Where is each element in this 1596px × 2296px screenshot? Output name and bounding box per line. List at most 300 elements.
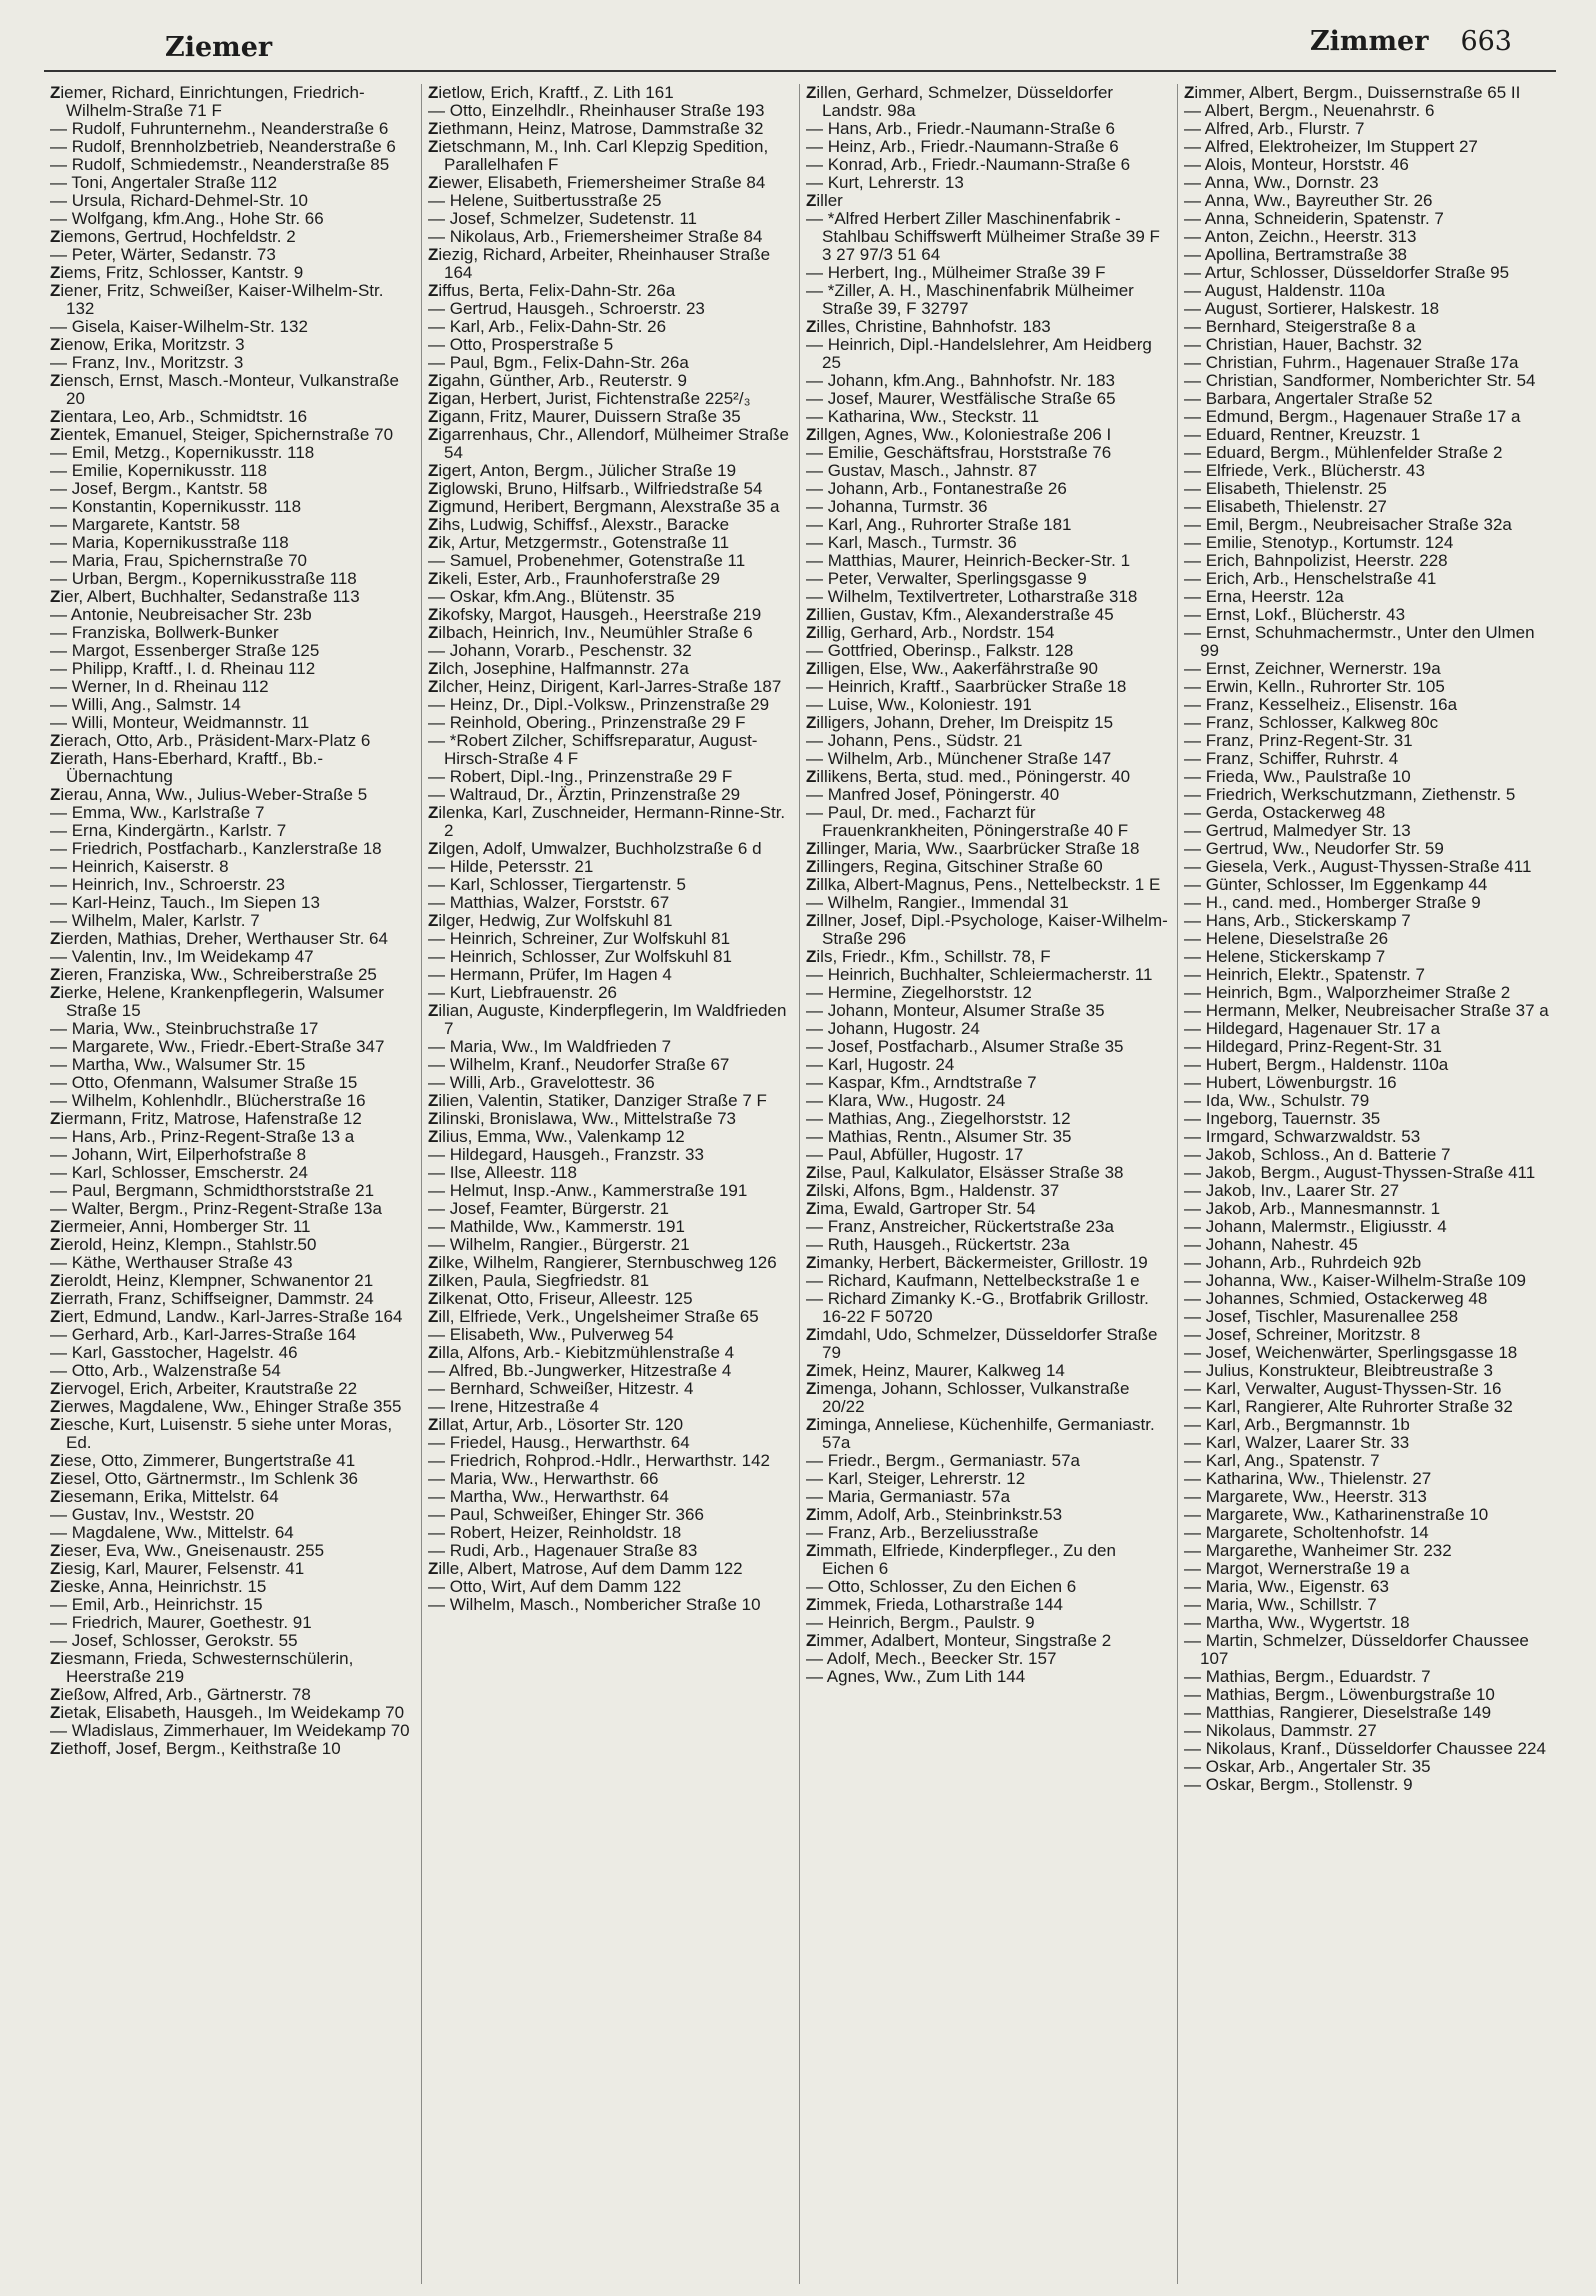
directory-entry: Zierden, Mathias, Dreher, Werthauser Str. 64 bbox=[50, 929, 388, 948]
directory-entry: — Otto, Schlosser, Zu den Eichen 6 bbox=[806, 1577, 1077, 1596]
directory-entry: — Otto, Prosperstraße 5 bbox=[428, 335, 614, 354]
directory-entry: — Margarete, Kantstr. 58 bbox=[50, 515, 240, 534]
directory-entry: Zima, Ewald, Gartroper Str. 54 bbox=[806, 1199, 1036, 1218]
directory-entry: — Willi, Arb., Gravelottestr. 36 bbox=[428, 1073, 655, 1092]
directory-entry: — Gustav, Masch., Jahnstr. 87 bbox=[806, 461, 1038, 480]
directory-entry: — Gerda, Ostackerweg 48 bbox=[1184, 803, 1386, 822]
directory-entry: — Artur, Schlosser, Düsseldorfer Straße 95 bbox=[1184, 263, 1510, 282]
directory-entry: — Margarethe, Wanheimer Str. 232 bbox=[1184, 1541, 1452, 1560]
directory-entry: Ziller bbox=[806, 191, 843, 210]
directory-entry: — Karl, Arb., Felix-Dahn-Str. 26 bbox=[428, 317, 667, 336]
directory-entry: — Josef, Maurer, Westfälische Straße 65 bbox=[806, 389, 1116, 408]
directory-entry: — Konrad, Arb., Friedr.-Naumann-Straße 6 bbox=[806, 155, 1131, 174]
directory-entry: — Ingeborg, Tauernstr. 35 bbox=[1184, 1109, 1381, 1128]
directory-entry: — Reinhold, Obering., Prinzenstraße 29 F bbox=[428, 713, 746, 732]
directory-entry: Ziensch, Ernst, Masch.-Monteur, Vulkanstraße 20 bbox=[50, 371, 399, 408]
directory-entry: — Helene, Stickerskamp 7 bbox=[1184, 947, 1386, 966]
directory-entry: — Oskar, Bergm., Stollenstr. 9 bbox=[1184, 1775, 1413, 1794]
directory-entry: — Franz, Arb., Berzeliusstraße bbox=[806, 1523, 1039, 1542]
directory-entry: — Erwin, Kelln., Ruhrorter Str. 105 bbox=[1184, 677, 1445, 696]
directory-entry: — Erich, Bahnpolizist, Heerstr. 228 bbox=[1184, 551, 1448, 570]
directory-entry: Zigarrenhaus, Chr., Allendorf, Mülheimer Straße 54 bbox=[428, 425, 789, 462]
directory-entry: — Emil, Bergm., Neubreisacher Straße 32a bbox=[1184, 515, 1512, 534]
directory-entry: — Peter, Verwalter, Sperlingsgasse 9 bbox=[806, 569, 1087, 588]
directory-entry: — Willi, Ang., Salmstr. 14 bbox=[50, 695, 241, 714]
directory-entry: — Hans, Arb., Friedr.-Naumann-Straße 6 bbox=[806, 119, 1115, 138]
directory-entry: — Paul, Bergmann, Schmidthorststraße 21 bbox=[50, 1181, 375, 1200]
directory-entry: — Heinrich, Bergm., Paulstr. 9 bbox=[806, 1613, 1035, 1632]
directory-entry: — Hildegard, Hausgeh., Franzstr. 33 bbox=[428, 1145, 704, 1164]
directory-entry: — Mathilde, Ww., Kammerstr. 191 bbox=[428, 1217, 685, 1236]
directory-entry: — Franz, Schlosser, Kalkweg 80c bbox=[1184, 713, 1439, 732]
directory-entry: Zilles, Christine, Bahnhofstr. 183 bbox=[806, 317, 1051, 336]
directory-entry: — Josef, Schmelzer, Sudetenstr. 11 bbox=[428, 209, 697, 228]
directory-entry: — Christian, Hauer, Bachstr. 32 bbox=[1184, 335, 1423, 354]
directory-entry: — Wilhelm, Textilvertreter, Lotharstraße 318 bbox=[806, 587, 1138, 606]
directory-entry: — Irmgard, Schwarzwaldstr. 53 bbox=[1184, 1127, 1421, 1146]
directory-entry: — Gottfried, Oberinsp., Falkstr. 128 bbox=[806, 641, 1074, 660]
directory-entry: Zilke, Wilhelm, Rangierer, Sternbuschweg 126 bbox=[428, 1253, 777, 1272]
directory-entry: — Karl-Heinz, Tauch., Im Siepen 13 bbox=[50, 893, 320, 912]
directory-entry: — Otto, Einzelhdlr., Rheinhauser Straße 193 bbox=[428, 101, 765, 120]
directory-entry: — Hermine, Ziegelhorststr. 12 bbox=[806, 983, 1032, 1002]
directory-entry: — Heinrich, Bgm., Walporzheimer Straße 2 bbox=[1184, 983, 1511, 1002]
directory-entry: — Emilie, Geschäftsfrau, Horststraße 76 bbox=[806, 443, 1112, 462]
directory-entry: — Walter, Bergm., Prinz-Regent-Straße 13a bbox=[50, 1199, 382, 1218]
directory-entry: — Maria, Ww., Herwarthstr. 66 bbox=[428, 1469, 659, 1488]
directory-entry: — Karl, Gasstocher, Hagelstr. 46 bbox=[50, 1343, 298, 1362]
directory-entry: — Waltraud, Dr., Ärztin, Prinzenstraße 29 bbox=[428, 785, 741, 804]
page-header bbox=[0, 0, 1596, 80]
directory-entry: — Johann, Wirt, Eilperhofstraße 8 bbox=[50, 1145, 307, 1164]
directory-entry: — *Robert Zilcher, Schiffsreparatur, August-Hirsch-Straße 4 F bbox=[428, 731, 758, 768]
directory-entry: — Paul, Bgm., Felix-Dahn-Str. 26a bbox=[428, 353, 689, 372]
directory-entry: — Karl, Verwalter, August-Thyssen-Str. 16 bbox=[1184, 1379, 1502, 1398]
directory-entry: — Gertrud, Ww., Neudorfer Str. 59 bbox=[1184, 839, 1444, 858]
directory-entry: — Emma, Ww., Karlstraße 7 bbox=[50, 803, 265, 822]
directory-entry: Zillat, Artur, Arb., Lösorter Str. 120 bbox=[428, 1415, 684, 1434]
directory-entry: Ziesemann, Erika, Mittelstr. 64 bbox=[50, 1487, 279, 1506]
directory-entry: Zilbach, Heinrich, Inv., Neumühler Straße 6 bbox=[428, 623, 753, 642]
directory-entry: Zimm, Adolf, Arb., Steinbrinkstr.53 bbox=[806, 1505, 1063, 1524]
directory-entry: — Kurt, Lehrerstr. 13 bbox=[806, 173, 964, 192]
directory-entry: Zimanky, Herbert, Bäckermeister, Grillostr. 19 bbox=[806, 1253, 1148, 1272]
directory-entry: — Ida, Ww., Schulstr. 79 bbox=[1184, 1091, 1370, 1110]
directory-entry: — Alfred, Bb.-Jungwerker, Hitzestraße 4 bbox=[428, 1361, 732, 1380]
directory-entry: — Martha, Ww., Walsumer Str. 15 bbox=[50, 1055, 306, 1074]
directory-entry: — Richard, Kaufmann, Nettelbeckstraße 1 e bbox=[806, 1271, 1140, 1290]
directory-entry: — Christian, Fuhrm., Hagenauer Straße 17a bbox=[1184, 353, 1519, 372]
directory-entry: Ziermann, Fritz, Matrose, Hafenstraße 12 bbox=[50, 1109, 362, 1128]
directory-entry: Ziese, Otto, Zimmerer, Bungertstraße 41 bbox=[50, 1451, 356, 1470]
directory-entry: — Erna, Kindergärtn., Karlstr. 7 bbox=[50, 821, 287, 840]
directory-entry: — Nikolaus, Kranf., Düsseldorfer Chaussee 224 bbox=[1184, 1739, 1546, 1758]
directory-entry: Zigan, Herbert, Jurist, Fichtenstraße 225²/₃ bbox=[428, 389, 751, 408]
directory-entry: — Hermann, Prüfer, Im Hagen 4 bbox=[428, 965, 672, 984]
directory-entry: — Maria, Ww., Eigenstr. 63 bbox=[1184, 1577, 1390, 1596]
directory-entry: — Maria, Ww., Steinbruchstraße 17 bbox=[50, 1019, 319, 1038]
directory-entry: — Friedrich, Maurer, Goethestr. 91 bbox=[50, 1613, 312, 1632]
directory-entry: Zilch, Josephine, Halfmannstr. 27a bbox=[428, 659, 689, 678]
directory-entry: — Rudolf, Brennholzbetrieb, Neanderstraße 6 bbox=[50, 137, 396, 156]
directory-entry: — Gerhard, Arb., Karl-Jarres-Straße 164 bbox=[50, 1325, 357, 1344]
directory-entry: Zillgen, Agnes, Ww., Koloniestraße 206 I bbox=[806, 425, 1112, 444]
directory-entry: — Wilhelm, Rangier., Immendal 31 bbox=[806, 893, 1069, 912]
directory-entry: — Mathias, Ang., Ziegelhorststr. 12 bbox=[806, 1109, 1071, 1128]
directory-entry: Zigann, Fritz, Maurer, Duissern Straße 35 bbox=[428, 407, 741, 426]
directory-entry: — Heinz, Dr., Dipl.-Volksw., Prinzenstraße 29 bbox=[428, 695, 770, 714]
directory-entry: — Gertrud, Hausgeh., Schroerstr. 23 bbox=[428, 299, 705, 318]
directory-entry: Ziemons, Gertrud, Hochfeldstr. 2 bbox=[50, 227, 296, 246]
directory-entry: Zieser, Eva, Ww., Gneisenaustr. 255 bbox=[50, 1541, 325, 1560]
directory-entry: — Wilhelm, Maler, Karlstr. 7 bbox=[50, 911, 260, 930]
directory-entry: — Elisabeth, Ww., Pulverweg 54 bbox=[428, 1325, 674, 1344]
directory-entry: Ziewer, Elisabeth, Friemersheimer Straße 84 bbox=[428, 173, 766, 192]
directory-entry: — Heinrich, Buchhalter, Schleiermacherstr. 11 bbox=[806, 965, 1153, 984]
directory-entry: — Heinrich, Dipl.-Handelslehrer, Am Heidberg 25 bbox=[806, 335, 1152, 372]
directory-entry: — Anna, Ww., Bayreuther Str. 26 bbox=[1184, 191, 1433, 210]
directory-entry: — Johann, Arb., Fontanestraße 26 bbox=[806, 479, 1067, 498]
directory-entry: Ziervogel, Erich, Arbeiter, Krautstraße 22 bbox=[50, 1379, 358, 1398]
directory-entry: Zilski, Alfons, Bgm., Haldenstr. 37 bbox=[806, 1181, 1060, 1200]
directory-entry: — Edmund, Bergm., Hagenauer Straße 17 a bbox=[1184, 407, 1521, 426]
directory-entry: — Philipp, Kraftf., I. d. Rheinau 112 bbox=[50, 659, 316, 678]
directory-entry: Zietschmann, M., Inh. Carl Klepzig Spedition, Parallelhafen F bbox=[428, 137, 769, 174]
header-rule bbox=[44, 70, 1556, 72]
directory-entry: — Josef, Postfacharb., Alsumer Straße 35 bbox=[806, 1037, 1124, 1056]
directory-entry: — Helmut, Insp.-Anw., Kammerstraße 191 bbox=[428, 1181, 748, 1200]
directory-entry: — Karl, Walzer, Laarer Str. 33 bbox=[1184, 1433, 1410, 1452]
directory-entry: — Jakob, Arb., Mannesmannstr. 1 bbox=[1184, 1199, 1441, 1218]
directory-entry: — Friedrich, Postfacharb., Kanzlerstraße 18 bbox=[50, 839, 382, 858]
directory-entry: — Johann, Arb., Ruhrdeich 92b bbox=[1184, 1253, 1422, 1272]
directory-entry: Zilligen, Else, Ww., Aakerfährstraße 90 bbox=[806, 659, 1098, 678]
directory-entry: — Karl, Rangierer, Alte Ruhrorter Straße 32 bbox=[1184, 1397, 1513, 1416]
directory-entry: — Heinrich, Schreiner, Zur Wolfskuhl 81 bbox=[428, 929, 731, 948]
directory-entry: Ziminga, Anneliese, Küchenhilfe, Germaniastr. 57a bbox=[806, 1415, 1155, 1452]
directory-entry: — Josef, Weichenwärter, Sperlingsgasse 18 bbox=[1184, 1343, 1518, 1362]
directory-entry: Zilenka, Karl, Zuschneider, Hermann-Rinne-Str. 2 bbox=[428, 803, 786, 840]
directory-entry: — Matthias, Maurer, Heinrich-Becker-Str. 1 bbox=[806, 551, 1131, 570]
directory-entry: — Otto, Wirt, Auf dem Damm 122 bbox=[428, 1577, 682, 1596]
directory-entry: — Ursula, Richard-Dehmel-Str. 10 bbox=[50, 191, 308, 210]
directory-entry: — Hans, Arb., Stickerskamp 7 bbox=[1184, 911, 1411, 930]
directory-entry: — Nikolaus, Arb., Friemersheimer Straße 84 bbox=[428, 227, 763, 246]
directory-entry: — Antonie, Neubreisacher Str. 23b bbox=[50, 605, 312, 624]
directory-entry: — Johann, Monteur, Alsumer Straße 35 bbox=[806, 1001, 1105, 1020]
directory-entry: Zilla, Alfons, Arb.- Kiebitzmühlenstraße 4 bbox=[428, 1343, 735, 1362]
directory-entry: — Werner, In d. Rheinau 112 bbox=[50, 677, 269, 696]
directory-entry: — Heinz, Arb., Friedr.-Naumann-Straße 6 bbox=[806, 137, 1119, 156]
directory-entry: — Urban, Bergm., Kopernikusstraße 118 bbox=[50, 569, 357, 588]
directory-entry: Ziethoff, Josef, Bergm., Keithstraße 10 bbox=[50, 1739, 341, 1758]
directory-entry: Zihs, Ludwig, Schiffsf., Alexstr., Baracke bbox=[428, 515, 730, 534]
directory-entry: — Eduard, Rentner, Kreuzstr. 1 bbox=[1184, 425, 1421, 444]
header-last-name-text: Zimmer bbox=[1309, 26, 1429, 57]
directory-entry: — Johann, kfm.Ang., Bahnhofstr. Nr. 183 bbox=[806, 371, 1116, 390]
directory-entry: Zillka, Albert-Magnus, Pens., Nettelbeckstr. 1 E bbox=[806, 875, 1161, 894]
directory-entry: — Paul, Schweißer, Ehinger Str. 366 bbox=[428, 1505, 704, 1524]
directory-entry: — Martha, Ww., Herwarthstr. 64 bbox=[428, 1487, 669, 1506]
directory-entry: — Friedrich, Werkschutzmann, Ziethenstr. 5 bbox=[1184, 785, 1516, 804]
directory-entry: — Karl, Ang., Ruhrorter Straße 181 bbox=[806, 515, 1072, 534]
directory-entry: Zillig, Gerhard, Arb., Nordstr. 154 bbox=[806, 623, 1055, 642]
directory-entry: — Matthias, Walzer, Forststr. 67 bbox=[428, 893, 670, 912]
directory-entry: — Jakob, Inv., Laarer Str. 27 bbox=[1184, 1181, 1400, 1200]
directory-entry: Ziemer, Richard, Einrichtungen, Friedrich-Wilhelm-Straße 71 F bbox=[50, 84, 365, 120]
directory-entry: — Karl, Masch., Turmstr. 36 bbox=[806, 533, 1017, 552]
directory-entry: — Alois, Monteur, Horststr. 46 bbox=[1184, 155, 1409, 174]
directory-entry: — Herbert, Ing., Mülheimer Straße 39 F bbox=[806, 263, 1106, 282]
directory-entry: Zietak, Elisabeth, Hausgeh., Im Weidekamp 70 bbox=[50, 1703, 405, 1722]
directory-entry: — Margot, Essenberger Straße 125 bbox=[50, 641, 320, 660]
directory-entry: — Elisabeth, Thielenstr. 27 bbox=[1184, 497, 1387, 516]
directory-entry: — Jakob, Schloss., An d. Batterie 7 bbox=[1184, 1145, 1451, 1164]
directory-entry: — Mathias, Rentn., Alsumer Str. 35 bbox=[806, 1127, 1072, 1146]
directory-entry: — Magdalene, Ww., Mittelstr. 64 bbox=[50, 1523, 294, 1542]
directory-entry: Zillinger, Maria, Ww., Saarbrücker Straße 18 bbox=[806, 839, 1140, 858]
directory-entry: — Otto, Ofenmann, Walsumer Straße 15 bbox=[50, 1073, 358, 1092]
directory-entry: Zimmek, Frieda, Lotharstraße 144 bbox=[806, 1595, 1063, 1614]
directory-entry: — Richard Zimanky K.-G., Brotfabrik Grillostr. 16-22 F 50720 bbox=[806, 1289, 1149, 1326]
directory-entry: Ziesche, Kurt, Luisenstr. 5 siehe unter Moras, Ed. bbox=[50, 1415, 393, 1452]
column-3 bbox=[800, 84, 1178, 2284]
directory-entry: — Franz, Kesselheiz., Elisenstr. 16a bbox=[1184, 695, 1458, 714]
directory-entry: — Johann, Nahestr. 45 bbox=[1184, 1235, 1358, 1254]
directory-entry: — Heinrich, Elektr., Spatenstr. 7 bbox=[1184, 965, 1425, 984]
directory-entry: Zilcher, Heinz, Dirigent, Karl-Jarres-Straße 187 bbox=[428, 677, 782, 696]
directory-entry: — Rudolf, Fuhrunternehm., Neanderstraße 6 bbox=[50, 119, 389, 138]
directory-entry: Zillingers, Regina, Gitschiner Straße 60 bbox=[806, 857, 1103, 876]
directory-entry: Zilken, Paula, Siegfriedstr. 81 bbox=[428, 1271, 650, 1290]
directory-entry: Ziesig, Karl, Maurer, Felsenstr. 41 bbox=[50, 1559, 305, 1578]
directory-entry: — Nikolaus, Dammstr. 27 bbox=[1184, 1721, 1377, 1740]
directory-entry: — Robert, Heizer, Reinholdstr. 18 bbox=[428, 1523, 682, 1542]
directory-entry: — Wilhelm, Masch., Nombericher Straße 10 bbox=[428, 1595, 761, 1614]
directory-entry: — Heinrich, Inv., Schroerstr. 23 bbox=[50, 875, 285, 894]
directory-entry: — Alfred, Arb., Flurstr. 7 bbox=[1184, 119, 1365, 138]
directory-entry: Zierach, Otto, Arb., Präsident-Marx-Platz 6 bbox=[50, 731, 371, 750]
directory-entry: Zilse, Paul, Kalkulator, Elsässer Straße 38 bbox=[806, 1163, 1124, 1182]
directory-entry: — Konstantin, Kopernikusstr. 118 bbox=[50, 497, 302, 516]
directory-entry: — Ernst, Lokf., Blücherstr. 43 bbox=[1184, 605, 1406, 624]
directory-entry: — Josef, Feamter, Bürgerstr. 21 bbox=[428, 1199, 669, 1218]
directory-entry: — Mathias, Bergm., Löwenburgstraße 10 bbox=[1184, 1685, 1495, 1704]
directory-entry: — Hubert, Bergm., Haldenstr. 110a bbox=[1184, 1055, 1449, 1074]
directory-entry: — Bernhard, Schweißer, Hitzestr. 4 bbox=[428, 1379, 694, 1398]
directory-entry: — Johanna, Turmstr. 36 bbox=[806, 497, 988, 516]
directory-entry: — Johann, Vorarb., Peschenstr. 32 bbox=[428, 641, 692, 660]
directory-entry: — August, Sortierer, Halskestr. 18 bbox=[1184, 299, 1440, 318]
directory-entry: — Anton, Zeichn., Heerstr. 313 bbox=[1184, 227, 1417, 246]
directory-entry: — Karl, Schlosser, Emscherstr. 24 bbox=[50, 1163, 308, 1182]
directory-entry: Zikofsky, Margot, Hausgeh., Heerstraße 219 bbox=[428, 605, 762, 624]
directory-entry: Zimdahl, Udo, Schmelzer, Düsseldorfer Straße 79 bbox=[806, 1325, 1158, 1362]
directory-entry: — Ruth, Hausgeh., Rückertstr. 23a bbox=[806, 1235, 1070, 1254]
directory-entry: — Johannes, Schmied, Ostackerweg 48 bbox=[1184, 1289, 1488, 1308]
directory-entry: — Johann, Pens., Südstr. 21 bbox=[806, 731, 1023, 750]
directory-entry: — Helene, Suitbertusstraße 25 bbox=[428, 191, 662, 210]
directory-entry: Ziems, Fritz, Schlosser, Kantstr. 9 bbox=[50, 263, 304, 282]
directory-entry: Zimmath, Elfriede, Kinderpfleger., Zu den Eichen 6 bbox=[806, 1541, 1116, 1578]
directory-entry: — Elisabeth, Thielenstr. 25 bbox=[1184, 479, 1387, 498]
directory-entry: — Emil, Arb., Heinrichstr. 15 bbox=[50, 1595, 263, 1614]
directory-entry: — Oskar, kfm.Ang., Blütenstr. 35 bbox=[428, 587, 675, 606]
directory-entry: — Helene, Dieselstraße 26 bbox=[1184, 929, 1389, 948]
directory-entry: — Karl, Steiger, Lehrerstr. 12 bbox=[806, 1469, 1026, 1488]
directory-entry: Zillien, Gustav, Kfm., Alexanderstraße 45 bbox=[806, 605, 1114, 624]
directory-entry: — Wilhelm, Kranf., Neudorfer Straße 67 bbox=[428, 1055, 730, 1074]
directory-entry: — Franz, Inv., Moritzstr. 3 bbox=[50, 353, 244, 372]
directory-entry: — August, Haldenstr. 110a bbox=[1184, 281, 1385, 300]
header-last-name bbox=[1310, 26, 1512, 57]
directory-entry: — *Ziller, A. H., Maschinenfabrik Mülheimer Straße 39, F 32797 bbox=[806, 281, 1134, 318]
directory-entry: — Wilhelm, Kohlenhdlr., Blücherstraße 16 bbox=[50, 1091, 366, 1110]
directory-entry: — Karl, Schlosser, Tiergartenstr. 5 bbox=[428, 875, 686, 894]
directory-entry: — Karl, Ang., Spatenstr. 7 bbox=[1184, 1451, 1380, 1470]
directory-entry: Zilien, Valentin, Statiker, Danziger Straße 7 F bbox=[428, 1091, 767, 1110]
directory-entry: — Josef, Schlosser, Gerokstr. 55 bbox=[50, 1631, 298, 1650]
directory-entry: — Klara, Ww., Hugostr. 24 bbox=[806, 1091, 1006, 1110]
directory-columns bbox=[44, 84, 1556, 2284]
directory-entry: — Heinrich, Schlosser, Zur Wolfskuhl 81 bbox=[428, 947, 732, 966]
directory-entry: Ziesmann, Frieda, Schwesternschülerin, Heerstraße 219 bbox=[50, 1649, 354, 1686]
directory-entry: — Friedel, Hausg., Herwarthstr. 64 bbox=[428, 1433, 690, 1452]
directory-entry: — Christian, Sandformer, Nomberichter Str. 54 bbox=[1184, 371, 1536, 390]
directory-entry: Zierath, Hans-Eberhard, Kraftf., Bb.-Übernachtung bbox=[50, 749, 324, 786]
directory-entry: — Josef, Schreiner, Moritzstr. 8 bbox=[1184, 1325, 1421, 1344]
column-4 bbox=[1178, 84, 1556, 2284]
directory-entry: — Eduard, Bergm., Mühlenfelder Straße 2 bbox=[1184, 443, 1503, 462]
directory-entry: Zieroldt, Heinz, Klempner, Schwanentor 21 bbox=[50, 1271, 374, 1290]
directory-entry: — Wilhelm, Rangier., Bürgerstr. 21 bbox=[428, 1235, 690, 1254]
directory-entry: — Franz, Schiffer, Ruhrstr. 4 bbox=[1184, 749, 1399, 768]
directory-entry: — Irene, Hitzestraße 4 bbox=[428, 1397, 600, 1416]
directory-entry: — Maria, Kopernikusstraße 118 bbox=[50, 533, 289, 552]
directory-entry: — Gertrud, Malmedyer Str. 13 bbox=[1184, 821, 1411, 840]
directory-entry: — Johanna, Ww., Kaiser-Wilhelm-Straße 109 bbox=[1184, 1271, 1527, 1290]
page-number: 663 bbox=[1460, 26, 1512, 57]
directory-entry: Zietlow, Erich, Kraftf., Z. Lith 161 bbox=[428, 84, 674, 102]
directory-entry: Zierau, Anna, Ww., Julius-Weber-Straße 5 bbox=[50, 785, 368, 804]
directory-entry: Zientek, Emanuel, Steiger, Spichernstraße 70 bbox=[50, 425, 394, 444]
directory-entry: — Elfriede, Verk., Blücherstr. 43 bbox=[1184, 461, 1425, 480]
directory-entry: — Rudolf, Schmiedemstr., Neanderstraße 85 bbox=[50, 155, 390, 174]
directory-entry: — Paul, Abfüller, Hugostr. 17 bbox=[806, 1145, 1024, 1164]
directory-entry: — Robert, Dipl.-Ing., Prinzenstraße 29 F bbox=[428, 767, 733, 786]
directory-entry: — Margarete, Ww., Friedr.-Ebert-Straße 347 bbox=[50, 1037, 385, 1056]
directory-entry: Zigert, Anton, Bergm., Jülicher Straße 19 bbox=[428, 461, 737, 480]
directory-entry: — Franz, Anstreicher, Rückertstraße 23a bbox=[806, 1217, 1115, 1236]
directory-entry: — Ernst, Schuhmachermstr., Unter den Ulmen 99 bbox=[1184, 623, 1535, 660]
directory-entry: Zierold, Heinz, Klempn., Stahlstr.50 bbox=[50, 1235, 317, 1254]
directory-entry: — Karl, Hugostr. 24 bbox=[806, 1055, 955, 1074]
directory-entry: Zilius, Emma, Ww., Valenkamp 12 bbox=[428, 1127, 685, 1146]
directory-entry: — Apollina, Bertramstraße 38 bbox=[1184, 245, 1407, 264]
directory-entry: Ziener, Fritz, Schweißer, Kaiser-Wilhelm-Str. 132 bbox=[50, 281, 384, 318]
directory-entry: — Bernhard, Steigerstraße 8 a bbox=[1184, 317, 1416, 336]
directory-entry: — Mathias, Bergm., Eduardstr. 7 bbox=[1184, 1667, 1431, 1686]
directory-entry: — Maria, Ww., Im Waldfrieden 7 bbox=[428, 1037, 672, 1056]
directory-entry: — Hildegard, Hagenauer Str. 17 a bbox=[1184, 1019, 1441, 1038]
directory-entry: — Kurt, Liebfrauenstr. 26 bbox=[428, 983, 617, 1002]
directory-entry: Zimmer, Adalbert, Monteur, Singstraße 2 bbox=[806, 1631, 1112, 1650]
directory-entry: Zienow, Erika, Moritzstr. 3 bbox=[50, 335, 245, 354]
directory-entry: — Barbara, Angertaler Straße 52 bbox=[1184, 389, 1433, 408]
directory-entry: — Samuel, Probenehmer, Gotenstraße 11 bbox=[428, 551, 746, 570]
directory-entry: — Ilse, Alleestr. 118 bbox=[428, 1163, 577, 1182]
directory-entry: — Giesela, Verk., August-Thyssen-Straße 411 bbox=[1184, 857, 1532, 876]
directory-entry: — Johann, Hugostr. 24 bbox=[806, 1019, 980, 1038]
directory-entry: — Karl, Arb., Bergmannstr. 1b bbox=[1184, 1415, 1410, 1434]
directory-entry: Zieren, Franziska, Ww., Schreiberstraße 25 bbox=[50, 965, 377, 984]
directory-entry: — Katharina, Ww., Thielenstr. 27 bbox=[1184, 1469, 1432, 1488]
directory-entry: — Willi, Monteur, Weidmannstr. 11 bbox=[50, 713, 310, 732]
directory-entry: — Jakob, Bergm., August-Thyssen-Straße 411 bbox=[1184, 1163, 1536, 1182]
directory-entry: — Otto, Arb., Walzenstraße 54 bbox=[50, 1361, 281, 1380]
directory-entry: — Matthias, Rangierer, Dieselstraße 149 bbox=[1184, 1703, 1492, 1722]
directory-entry: — Friedrich, Rohprod.-Hdlr., Herwarthstr. 142 bbox=[428, 1451, 771, 1470]
directory-entry: — Manfred Josef, Pöningerstr. 40 bbox=[806, 785, 1060, 804]
directory-entry: — Ernst, Zeichner, Wernerstr. 19a bbox=[1184, 659, 1441, 678]
directory-entry: Zier, Albert, Buchhalter, Sedanstraße 113 bbox=[50, 587, 360, 606]
directory-entry: Ziglowski, Bruno, Hilfsarb., Wilfriedstraße 54 bbox=[428, 479, 763, 498]
directory-entry: — Martha, Ww., Wygertstr. 18 bbox=[1184, 1613, 1410, 1632]
directory-entry: — Margot, Wernerstraße 19 a bbox=[1184, 1559, 1410, 1578]
directory-entry: — Kaspar, Kfm., Arndtstraße 7 bbox=[806, 1073, 1037, 1092]
directory-entry: — Josef, Tischler, Masurenallee 258 bbox=[1184, 1307, 1459, 1326]
directory-entry: — Hans, Arb., Prinz-Regent-Straße 13 a bbox=[50, 1127, 355, 1146]
directory-entry: — Agnes, Ww., Zum Lith 144 bbox=[806, 1667, 1026, 1686]
directory-entry: — Anna, Schneiderin, Spatenstr. 7 bbox=[1184, 209, 1444, 228]
directory-entry: Ziert, Edmund, Landw., Karl-Jarres-Straße 164 bbox=[50, 1307, 403, 1326]
directory-entry: Zierke, Helene, Krankenpflegerin, Walsumer Straße 15 bbox=[50, 983, 384, 1020]
directory-entry: Zierwes, Magdalene, Ww., Ehinger Straße 355 bbox=[50, 1397, 402, 1416]
directory-entry: — Heinrich, Kaiserstr. 8 bbox=[50, 857, 229, 876]
directory-entry: — Emil, Metzg., Kopernikusstr. 118 bbox=[50, 443, 315, 462]
directory-entry: — Erna, Heerstr. 12a bbox=[1184, 587, 1344, 606]
directory-entry: — Franziska, Bollwerk-Bunker bbox=[50, 623, 279, 642]
directory-entry: — Wilhelm, Arb., Münchener Straße 147 bbox=[806, 749, 1112, 768]
directory-entry: Ziethmann, Heinz, Matrose, Dammstraße 32 bbox=[428, 119, 764, 138]
directory-entry: — Emilie, Stenotyp., Kortumstr. 124 bbox=[1184, 533, 1454, 552]
directory-entry: — H., cand. med., Homberger Straße 9 bbox=[1184, 893, 1481, 912]
directory-entry: — Gustav, Inv., Weststr. 20 bbox=[50, 1505, 255, 1524]
directory-entry: — Rudi, Arb., Hagenauer Straße 83 bbox=[428, 1541, 698, 1560]
directory-entry: — Maria, Germaniastr. 57a bbox=[806, 1487, 1011, 1506]
directory-entry: — Käthe, Werthauser Straße 43 bbox=[50, 1253, 293, 1272]
directory-entry: Zießow, Alfred, Arb., Gärtnerstr. 78 bbox=[50, 1685, 311, 1704]
directory-entry: Zimmer, Albert, Bergm., Duissernstraße 65 II bbox=[1184, 84, 1521, 102]
directory-entry: Zillen, Gerhard, Schmelzer, Düsseldorfer Landstr. 98a bbox=[806, 84, 1114, 120]
directory-entry: — Josef, Bergm., Kantstr. 58 bbox=[50, 479, 268, 498]
column-1 bbox=[44, 84, 422, 2284]
directory-entry: — Albert, Bergm., Neuenahrstr. 6 bbox=[1184, 101, 1435, 120]
directory-entry: — Günter, Schlosser, Im Eggenkamp 44 bbox=[1184, 875, 1488, 894]
directory-entry: Zillikens, Berta, stud. med., Pöningerstr. 40 bbox=[806, 767, 1131, 786]
directory-entry: Zientara, Leo, Arb., Schmidtstr. 16 bbox=[50, 407, 308, 426]
directory-entry: — Luise, Ww., Koloniestr. 191 bbox=[806, 695, 1032, 714]
directory-entry: Zimenga, Johann, Schlosser, Vulkanstraße 20/22 bbox=[806, 1379, 1130, 1416]
directory-entry: — Maria, Frau, Spichernstraße 70 bbox=[50, 551, 307, 570]
directory-entry: — Wolfgang, kfm.Ang., Hohe Str. 66 bbox=[50, 209, 324, 228]
directory-entry: — Franz, Prinz-Regent-Str. 31 bbox=[1184, 731, 1413, 750]
directory-entry: Zieske, Anna, Heinrichstr. 15 bbox=[50, 1577, 267, 1596]
directory-entry: Ziezig, Richard, Arbeiter, Rheinhauser Straße 164 bbox=[428, 245, 771, 282]
directory-entry: Zik, Artur, Metzgermstr., Gotenstraße 11 bbox=[428, 533, 730, 552]
directory-entry: — Erich, Arb., Henschelstraße 41 bbox=[1184, 569, 1437, 588]
directory-entry: — Peter, Wärter, Sedanstr. 73 bbox=[50, 245, 276, 264]
